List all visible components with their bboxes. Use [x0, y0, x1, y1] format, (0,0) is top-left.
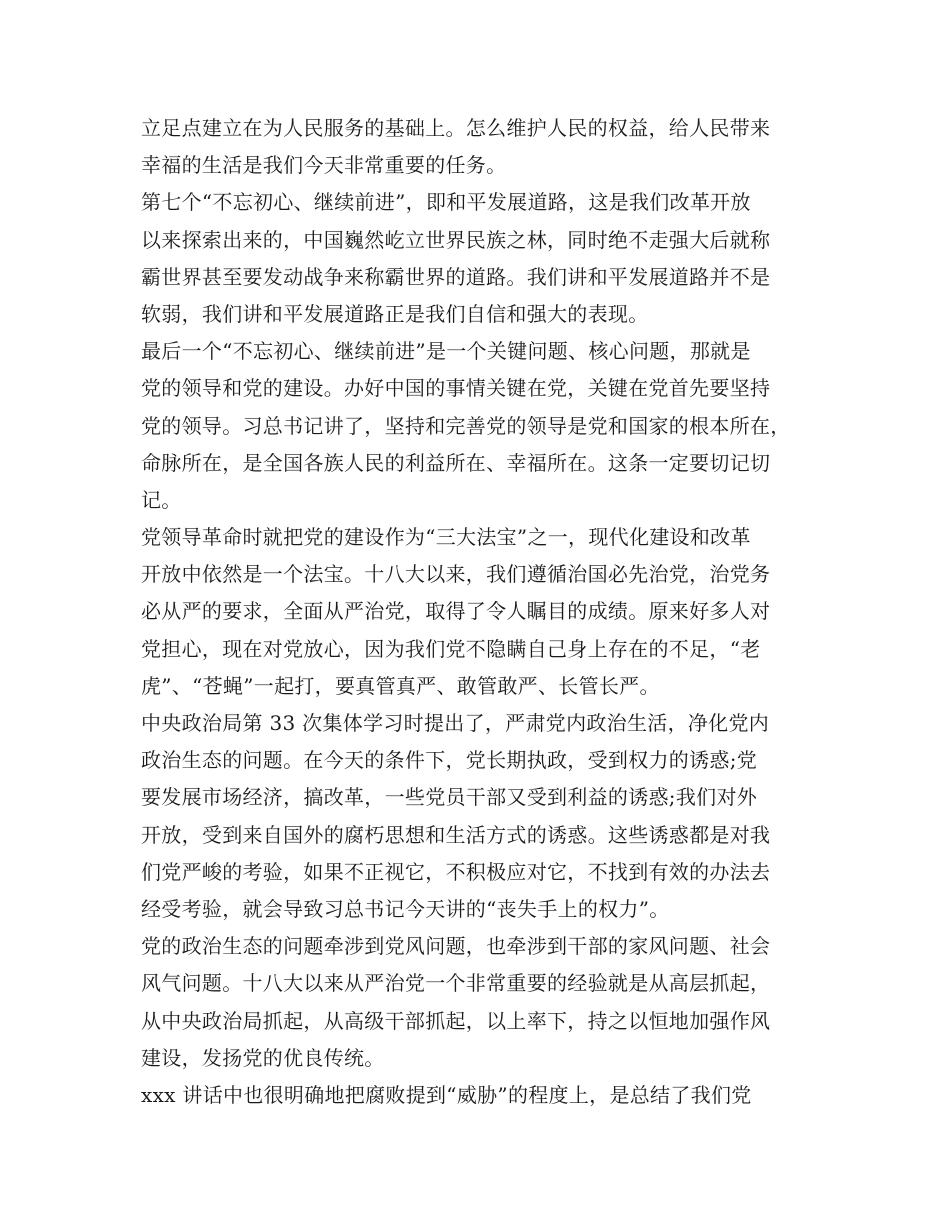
text-line: 虎”、“苍蝇”一起打，要真管真严、敢管敢严、长管长严。 — [141, 673, 660, 698]
text-line: 经受考验，就会导致习总书记今天讲的“丧失手上的权力”。 — [141, 896, 670, 921]
text-line: 党的政治生态的问题牵涉到党风问题，也牵涉到干部的家风问题、社会 — [141, 934, 771, 959]
text-line: 霸世界甚至要发动战争来称霸世界的道路。我们讲和平发展道路并不是 — [141, 264, 771, 289]
text-line: 开放中依然是一个法宝。十八大以来，我们遵循治国必先治党，治党务 — [141, 562, 771, 587]
text-line: 从中央政治局抓起，从高级干部抓起，以上率下，持之以恒地加强作风 — [141, 1008, 771, 1033]
text-line: 第七个“不忘初心、继续前进”，即和平发展道路，这是我们改革开放 — [141, 190, 751, 215]
text-line: 软弱，我们讲和平发展道路正是我们自信和强大的表现。 — [141, 301, 649, 326]
text-line: 风气问题。十八大以来从严治党一个非常重要的经验就是从高层抓起， — [141, 971, 771, 996]
text-line: 建设，发扬党的优良传统。 — [141, 1045, 385, 1070]
text-line: 记。 — [141, 487, 182, 512]
text-line: 幸福的生活是我们今天非常重要的任务。 — [141, 153, 507, 178]
text-line: 们党严峻的考验，如果不正视它，不积极应对它，不找到有效的办法去 — [141, 859, 771, 884]
text-line: 以来探索出来的，中国巍然屹立世界民族之林，同时绝不走强大后就称 — [141, 227, 771, 252]
text-line: 最后一个“不忘初心、继续前进”是一个关键问题、核心问题，那就是 — [141, 339, 751, 364]
text-line: 命脉所在，是全国各族人民的利益所在、幸福所在。这条一定要切记切 — [141, 450, 771, 475]
text-line: 党领导革命时就把党的建设作为“三大法宝”之一，现代化建设和改革 — [141, 525, 751, 550]
text-line: 中央政治局第 33 次集体学习时提出了，严肃党内政治生活，净化党内 — [141, 711, 770, 735]
text-line: 必从严的要求，全面从严治党，取得了令人瞩目的成绩。原来好多人对 — [141, 599, 771, 624]
text-line: 立足点建立在为人民服务的基础上。怎么维护人民的权益，给人民带来 — [141, 116, 771, 140]
document-body — [141, 110, 813, 1114]
text-line: 政治生态的问题。在今天的条件下，党长期执政，受到权力的诱惑;党 — [141, 748, 758, 773]
text-line: 要发展市场经济，搞改革，一些党员干部又受到利益的诱惑;我们对外 — [141, 785, 758, 810]
text-line: 党的领导和党的建设。办好中国的事情关键在党，关键在党首先要坚持 — [141, 376, 771, 401]
text-line: 党担心，现在对党放心，因为我们党不隐瞒自己身上存在的不足，“老 — [141, 636, 761, 661]
text-line: xxx 讲话中也很明确地把腐败提到“威胁”的程度上，是总结了我们党 — [141, 1082, 752, 1107]
text-line: 开放，受到来自国外的腐朽思想和生活方式的诱惑。这些诱惑都是对我 — [141, 822, 771, 847]
text-line: 党的领导。习总书记讲了，坚持和完善党的领导是党和国家的根本所在， — [141, 413, 791, 438]
